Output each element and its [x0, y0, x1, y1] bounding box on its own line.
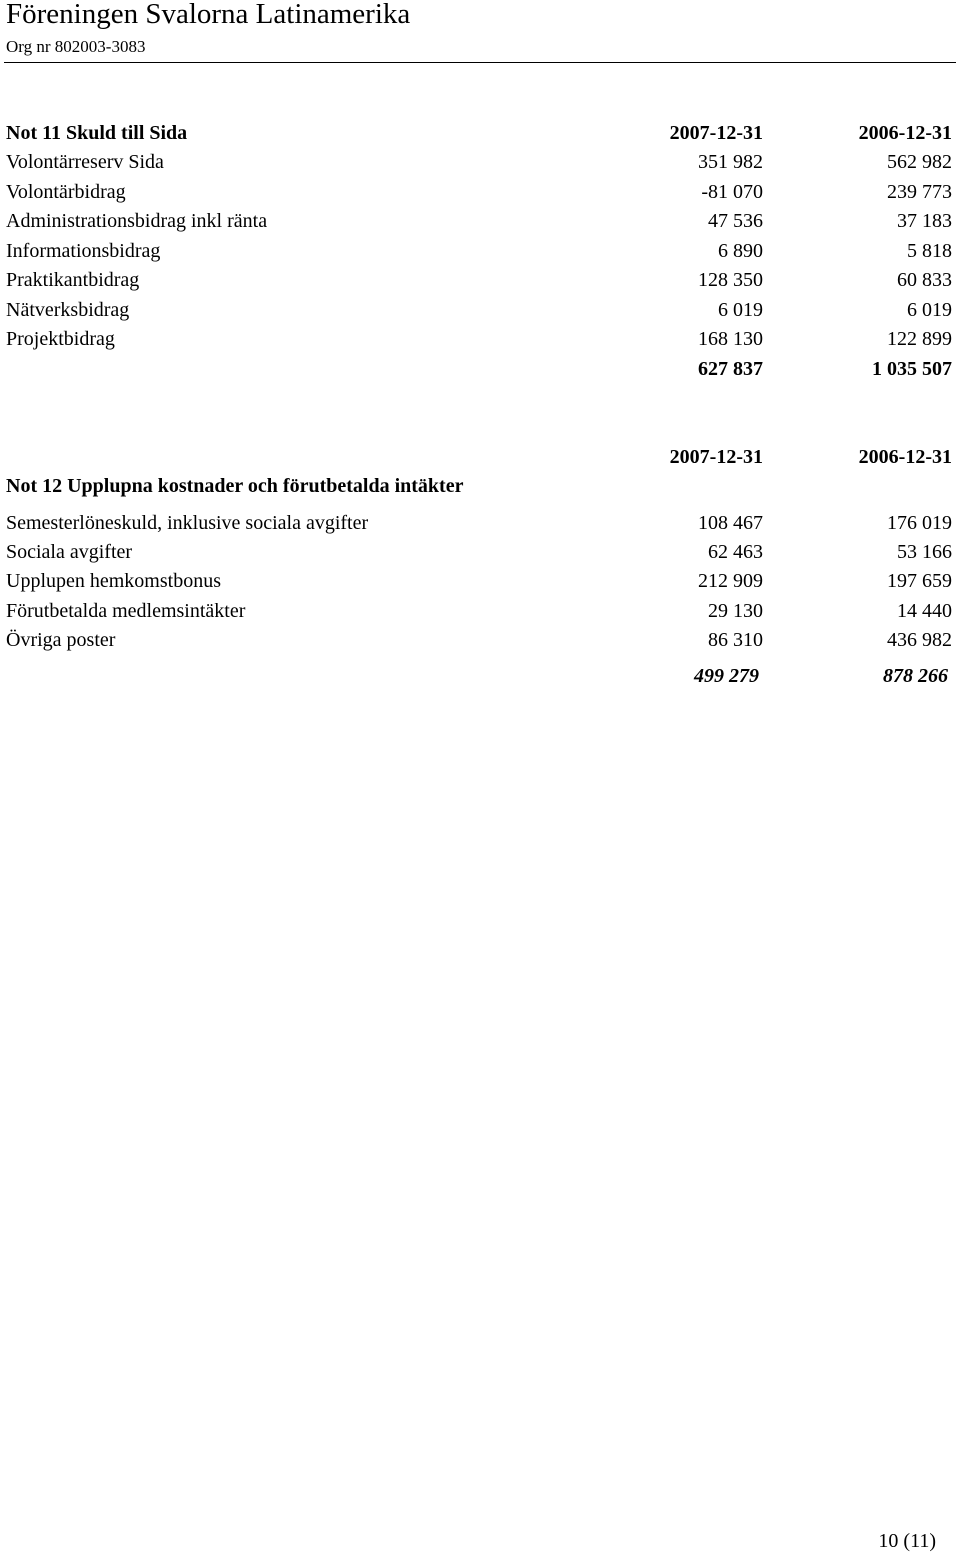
value-2007: 212 909 [698, 570, 763, 592]
value-2006: 14 440 [897, 600, 952, 622]
value-2007: 29 130 [708, 600, 763, 622]
page-number: 10 (11) [878, 1530, 936, 1552]
value-2006: 6 019 [907, 299, 952, 321]
total-2007: 627 837 [698, 358, 763, 380]
note11-col-2006: 2006-12-31 [858, 122, 952, 144]
value-2006: 436 982 [887, 629, 952, 651]
organization-number: Org nr 802003-3083 [6, 37, 146, 56]
value-2007: 108 467 [698, 512, 763, 534]
note12-column-header-row [6, 443, 952, 472]
row-label: Praktikantbidrag [6, 269, 140, 291]
table-row [6, 538, 952, 567]
table-row [6, 567, 952, 596]
value-2007: 168 130 [698, 328, 763, 350]
row-label: Förutbetalda medlemsintäkter [6, 600, 246, 622]
note11-total-row [6, 355, 952, 384]
value-2006: 5 818 [907, 240, 952, 262]
value-2006: 176 019 [887, 512, 952, 534]
value-2007: 6 890 [718, 240, 763, 262]
value-2006: 197 659 [887, 570, 952, 592]
table-row [6, 266, 952, 295]
note12-total-row [6, 662, 952, 691]
note11-col-2007: 2007-12-31 [669, 122, 763, 144]
row-label: Informationsbidrag [6, 240, 161, 262]
table-row [6, 148, 952, 177]
total-2006: 1 035 507 [872, 358, 952, 380]
table-row [6, 178, 952, 207]
value-2007: 128 350 [698, 269, 763, 291]
value-2006: 239 773 [887, 181, 952, 203]
note11-header-row [6, 119, 952, 148]
table-row [6, 296, 952, 325]
row-label: Administrationsbidrag inkl ränta [6, 210, 268, 232]
header-divider [4, 62, 956, 63]
total-2007: 499 279 [694, 665, 759, 687]
row-label: Övriga poster [6, 629, 116, 651]
row-label: Projektbidrag [6, 328, 115, 350]
row-label: Sociala avgifter [6, 541, 133, 563]
table-row [6, 325, 952, 354]
note12-title: Not 12 Upplupna kostnader och förutbetalda intäkter [6, 475, 464, 497]
row-label: Upplupen hemkomstbonus [6, 570, 221, 592]
table-row [6, 207, 952, 236]
table-row [6, 237, 952, 266]
value-2007: 62 463 [708, 541, 763, 563]
table-row [6, 626, 952, 655]
value-2007: 86 310 [708, 629, 763, 651]
value-2007: 6 019 [718, 299, 763, 321]
note12-col-2007: 2007-12-31 [669, 446, 763, 468]
total-2006: 878 266 [883, 665, 948, 687]
table-row [6, 597, 952, 626]
organization-name: Föreningen Svalorna Latinamerika [6, 0, 411, 30]
value-2007: 47 536 [708, 210, 763, 232]
value-2007: 351 982 [698, 151, 763, 173]
value-2007: -81 070 [701, 181, 763, 203]
note11-title: Not 11 Skuld till Sida [6, 122, 188, 144]
table-row [6, 509, 952, 538]
value-2006: 53 166 [897, 541, 952, 563]
row-label: Volontärreserv Sida [6, 151, 164, 173]
value-2006: 60 833 [897, 269, 952, 291]
note12-col-2006: 2006-12-31 [858, 446, 952, 468]
value-2006: 562 982 [887, 151, 952, 173]
row-label: Semesterlöneskuld, inklusive sociala avgifter [6, 512, 369, 534]
row-label: Volontärbidrag [6, 181, 126, 203]
note12-title-row [6, 472, 952, 501]
value-2006: 122 899 [887, 328, 952, 350]
row-label: Nätverksbidrag [6, 299, 130, 321]
value-2006: 37 183 [897, 210, 952, 232]
